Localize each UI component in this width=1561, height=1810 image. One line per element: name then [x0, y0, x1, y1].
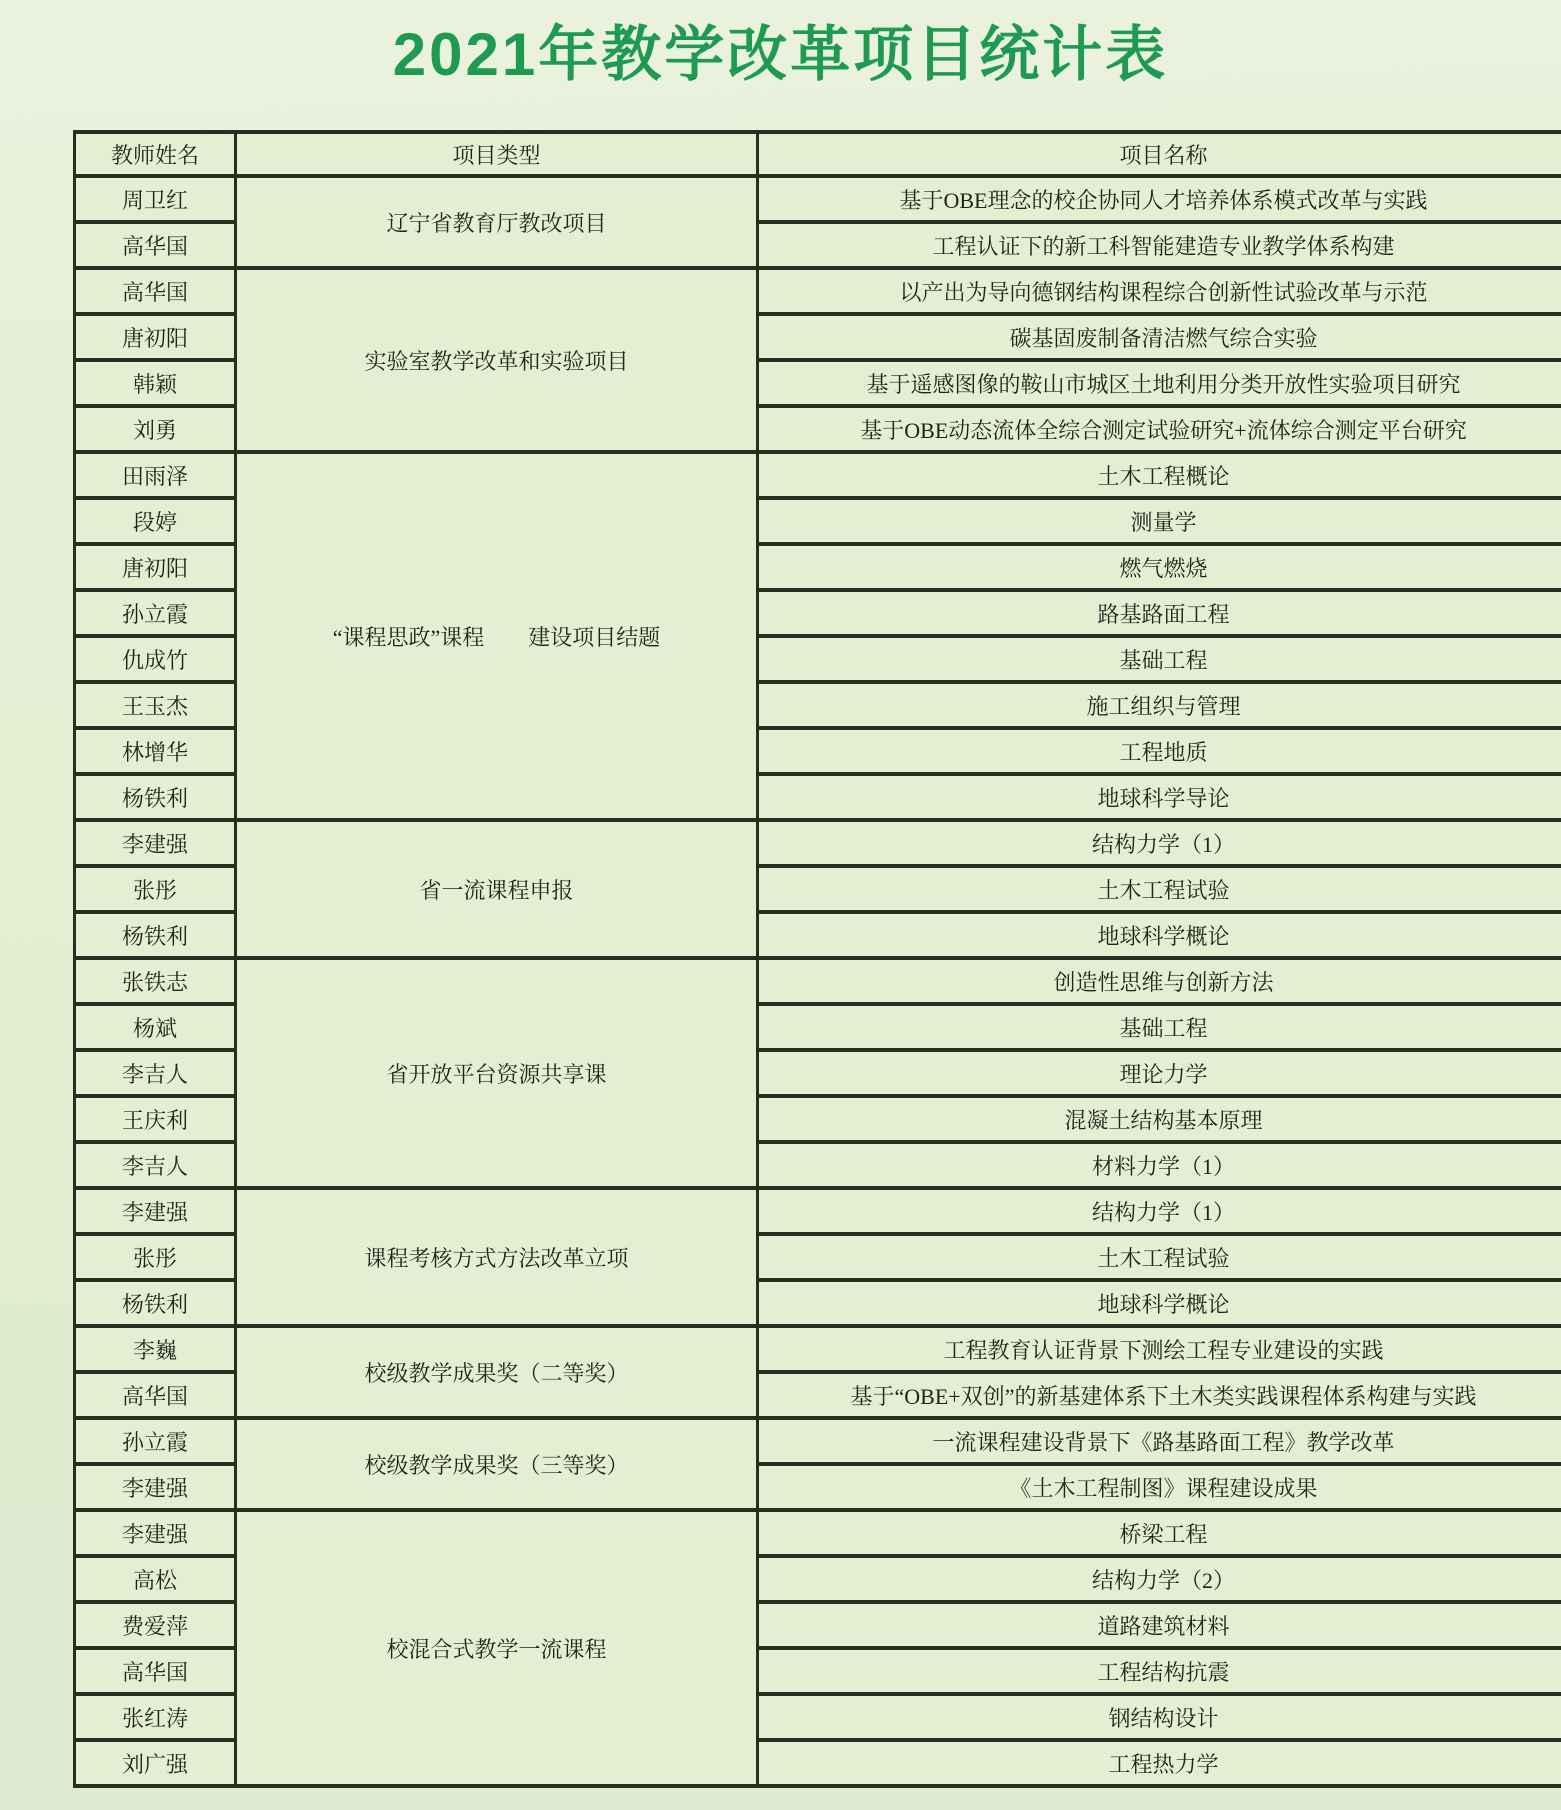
project-name-cell: 基于遥感图像的鞍山市城区土地利用分类开放性实验项目研究: [758, 360, 1561, 406]
teacher-name-cell: 林增华: [75, 728, 236, 774]
teacher-name-cell: 田雨泽: [75, 452, 236, 498]
projects-table: [73, 130, 1561, 1788]
table-row: [75, 452, 1561, 498]
project-name-cell: 碳基固废制备清洁燃气综合实验: [758, 314, 1561, 360]
project-name-cell: 材料力学（1）: [758, 1142, 1561, 1188]
table-head: [75, 132, 1561, 176]
project-name-cell: 工程地质: [758, 728, 1561, 774]
teacher-name-cell: 段婷: [75, 498, 236, 544]
teacher-name-cell: 李吉人: [75, 1142, 236, 1188]
project-name-cell: 路基路面工程: [758, 590, 1561, 636]
table-row: [75, 1326, 1561, 1372]
project-type-cell: 课程考核方式方法改革立项: [236, 1188, 758, 1326]
project-name-cell: 土木工程试验: [758, 866, 1561, 912]
project-name-cell: 理论力学: [758, 1050, 1561, 1096]
project-name-cell: 基础工程: [758, 636, 1561, 682]
teacher-name-cell: 张彤: [75, 1234, 236, 1280]
teacher-name-cell: 王玉杰: [75, 682, 236, 728]
teacher-name-cell: 李建强: [75, 1464, 236, 1510]
project-name-cell: 地球科学导论: [758, 774, 1561, 820]
project-name-cell: 以产出为导向德钢结构课程综合创新性试验改革与示范: [758, 268, 1561, 314]
teacher-name-cell: 李巍: [75, 1326, 236, 1372]
teacher-name-cell: 李建强: [75, 820, 236, 866]
project-name-cell: 道路建筑材料: [758, 1602, 1561, 1648]
project-name-cell: 混凝土结构基本原理: [758, 1096, 1561, 1142]
project-name-cell: 地球科学概论: [758, 1280, 1561, 1326]
project-name-cell: 施工组织与管理: [758, 682, 1561, 728]
project-type-cell: 校级教学成果奖（二等奖）: [236, 1326, 758, 1418]
teacher-name-cell: 张铁志: [75, 958, 236, 1004]
teacher-name-cell: 杨铁利: [75, 774, 236, 820]
project-type-cell: “课程思政”课程 建设项目结题: [236, 452, 758, 820]
column-header-teacher: 教师姓名: [75, 132, 236, 176]
teacher-name-cell: 韩颖: [75, 360, 236, 406]
teacher-name-cell: 李吉人: [75, 1050, 236, 1096]
project-name-cell: 测量学: [758, 498, 1561, 544]
project-type-cell: 实验室教学改革和实验项目: [236, 268, 758, 452]
teacher-name-cell: 刘勇: [75, 406, 236, 452]
teacher-name-cell: 高华国: [75, 222, 236, 268]
teacher-name-cell: 杨铁利: [75, 1280, 236, 1326]
project-name-cell: 基于OBE动态流体全综合测定试验研究+流体综合测定平台研究: [758, 406, 1561, 452]
project-name-cell: 燃气燃烧: [758, 544, 1561, 590]
project-name-cell: 桥梁工程: [758, 1510, 1561, 1556]
project-name-cell: 工程教育认证背景下测绘工程专业建设的实践: [758, 1326, 1561, 1372]
teacher-name-cell: 孙立霞: [75, 590, 236, 636]
teacher-name-cell: 孙立霞: [75, 1418, 236, 1464]
project-name-cell: 结构力学（1）: [758, 1188, 1561, 1234]
table-row: [75, 1188, 1561, 1234]
table-header-row: [75, 132, 1561, 176]
teacher-name-cell: 刘广强: [75, 1740, 236, 1786]
table-row: [75, 1418, 1561, 1464]
project-name-cell: 工程认证下的新工科智能建造专业教学体系构建: [758, 222, 1561, 268]
project-name-cell: 创造性思维与创新方法: [758, 958, 1561, 1004]
project-name-cell: 结构力学（1）: [758, 820, 1561, 866]
project-type-cell: 校混合式教学一流课程: [236, 1510, 758, 1786]
project-name-cell: 《土木工程制图》课程建设成果: [758, 1464, 1561, 1510]
project-name-cell: 钢结构设计: [758, 1694, 1561, 1740]
column-header-project-name: 项目名称: [758, 132, 1561, 176]
teacher-name-cell: 费爱萍: [75, 1602, 236, 1648]
project-name-cell: 一流课程建设背景下《路基路面工程》教学改革: [758, 1418, 1561, 1464]
teacher-name-cell: 高松: [75, 1556, 236, 1602]
table-row: [75, 1510, 1561, 1556]
teacher-name-cell: 杨斌: [75, 1004, 236, 1050]
teacher-name-cell: 张彤: [75, 866, 236, 912]
project-name-cell: 基础工程: [758, 1004, 1561, 1050]
teacher-name-cell: 高华国: [75, 1372, 236, 1418]
teacher-name-cell: 杨铁利: [75, 912, 236, 958]
project-type-cell: 省开放平台资源共享课: [236, 958, 758, 1188]
table-row: [75, 268, 1561, 314]
table-row: [75, 176, 1561, 222]
project-name-cell: 土木工程概论: [758, 452, 1561, 498]
teacher-name-cell: 高华国: [75, 1648, 236, 1694]
teacher-name-cell: 张红涛: [75, 1694, 236, 1740]
table-body: [75, 176, 1561, 1786]
project-name-cell: 基于“OBE+双创”的新基建体系下土木类实践课程体系构建与实践: [758, 1372, 1561, 1418]
project-type-cell: 校级教学成果奖（三等奖）: [236, 1418, 758, 1510]
project-name-cell: 工程热力学: [758, 1740, 1561, 1786]
project-name-cell: 基于OBE理念的校企协同人才培养体系模式改革与实践: [758, 176, 1561, 222]
teacher-name-cell: 王庆利: [75, 1096, 236, 1142]
project-name-cell: 工程结构抗震: [758, 1648, 1561, 1694]
table-row: [75, 958, 1561, 1004]
column-header-project-type: 项目类型: [236, 132, 758, 176]
project-type-cell: 辽宁省教育厅教改项目: [236, 176, 758, 268]
teacher-name-cell: 唐初阳: [75, 544, 236, 590]
teacher-name-cell: 周卫红: [75, 176, 236, 222]
table-row: [75, 820, 1561, 866]
teacher-name-cell: 仇成竹: [75, 636, 236, 682]
project-name-cell: 土木工程试验: [758, 1234, 1561, 1280]
project-type-cell: 省一流课程申报: [236, 820, 758, 958]
teacher-name-cell: 唐初阳: [75, 314, 236, 360]
teacher-name-cell: 李建强: [75, 1510, 236, 1556]
project-name-cell: 结构力学（2）: [758, 1556, 1561, 1602]
project-name-cell: 地球科学概论: [758, 912, 1561, 958]
page-title: 2021年教学改革项目统计表: [392, 21, 1169, 88]
teacher-name-cell: 李建强: [75, 1188, 236, 1234]
teacher-name-cell: 高华国: [75, 268, 236, 314]
